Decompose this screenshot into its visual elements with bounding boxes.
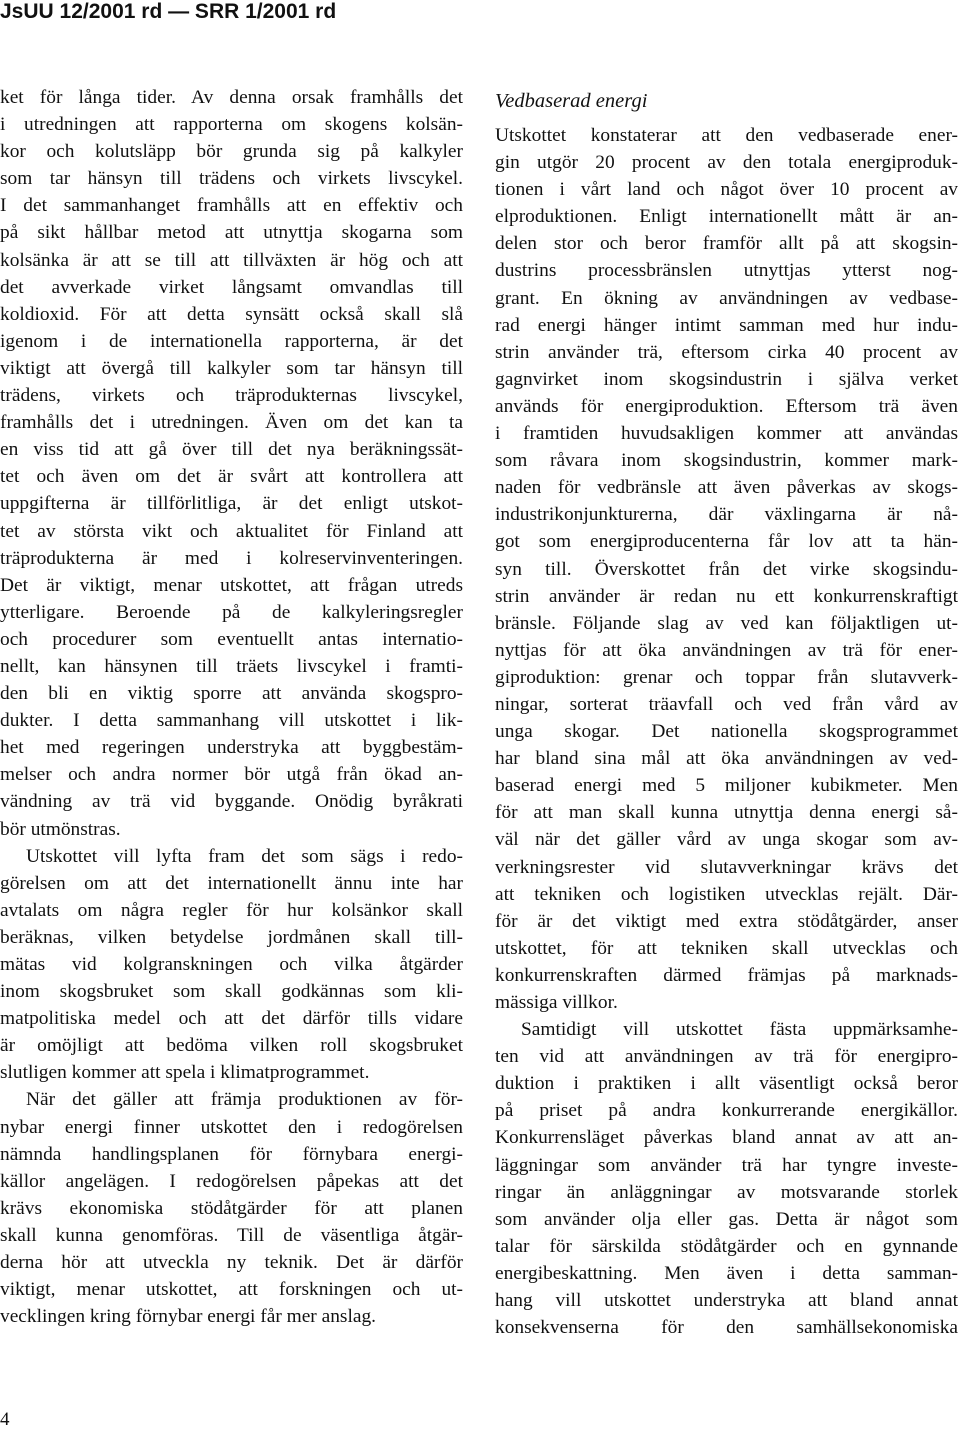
text-line: nyttjas för att öka användningen av trä för ener-	[495, 639, 958, 661]
text-line: slutligen kommer att spela i klimatprogrammet.	[0, 1062, 370, 1084]
text-line: tionen i vårt land och något över 10 procent av	[495, 179, 958, 201]
text-line: energibeskattning. Men även i detta samman-	[495, 1262, 958, 1284]
text-line: på sikt hållbar metod att utnyttja skogarna som	[0, 222, 463, 244]
text-line: att tekniken och logistiken utvecklas rejält. Där-	[495, 883, 958, 905]
text-line: är omöjligt att bedöma vilken roll skogsbruket	[0, 1035, 463, 1057]
text-line: elproduktionen. Enligt internationellt mått är an-	[495, 206, 958, 228]
text-line: görelsen om att det internationellt ännu inte har	[0, 872, 463, 894]
paragraph	[495, 1016, 958, 1341]
text-line: på priset på andra konkurrerande energikällor.	[495, 1100, 958, 1122]
running-head: JsUU 12/2001 rd — SRR 1/2001 rd	[0, 0, 337, 23]
text-line: Det är viktigt, menar utskottet, att frågan utreds	[0, 574, 463, 596]
text-line: läggningar som använder trä har tyngre investe-	[495, 1154, 958, 1176]
text-line: hang vill utskottet understryka att bland annat	[495, 1290, 958, 1312]
text-line: Konkurrensläget påverkas bland annat av att an-	[495, 1127, 958, 1149]
text-line: konkurrenskraften därmed främjas på marknads-	[495, 964, 958, 986]
text-line: tet av största vikt och aktualitet för Finland att	[0, 520, 463, 542]
text-line: kor och kolutsläpp bör grunda sig på kalkyler	[0, 141, 463, 163]
text-line: uppgifterna är tillförlitliga, är det enligt utskot-	[0, 493, 463, 515]
text-line: gagnvirket inom skogsindustrin i själva verket	[495, 368, 958, 390]
text-line: got som energiproducenterna får lov att ta hän-	[495, 531, 958, 553]
text-line: mässiga villkor.	[495, 992, 618, 1013]
text-line: matpolitiska medel och att det därför tills vidare	[0, 1008, 463, 1030]
text-line: som använder olja eller gas. Detta är något som	[495, 1208, 958, 1230]
text-line: som råvara inom skogsindustrin, kommer mark-	[495, 450, 958, 472]
text-line: har bland sina mål att öka användningen av ved-	[495, 748, 958, 770]
text-line: krävs ekonomiska stödåtgärder för att planen	[0, 1197, 463, 1219]
text-line: ytterligare. Beroende på de kalkyleringsregler	[0, 601, 463, 623]
text-line: vecklingen kring förnybar energi får mer anslag.	[0, 1306, 376, 1328]
text-line: som tar hänsyn till trädens och virkets livscykel.	[0, 168, 463, 190]
text-line: viktigt att övergå till kalkyler som tar hänsyn till	[0, 357, 463, 379]
text-line: strin använder är redan nu ett konkurrenskraftigt	[495, 585, 958, 607]
text-line: ket för långa tider. Av denna orsak framhålls det	[0, 87, 463, 108]
text-line: talar för särskilda stödåtgärder och en gynnande	[495, 1235, 958, 1257]
text-line: källor angelägen. I redogörelsen påpekas att det	[0, 1170, 463, 1192]
text-line: grant. En ökning av användningen av vedbase-	[495, 287, 958, 309]
text-line: trädens, virkets och träprodukternas livscykel,	[0, 385, 463, 407]
text-line: den bli en viktig sporre att använda skogspro-	[0, 683, 463, 705]
text-line: melser och andra normer bör utgå från ökad an-	[0, 764, 463, 786]
text-line: verkningsrester vid slutavverkningar krävs det	[495, 856, 958, 878]
text-line: koldioxid. För att detta synsätt också skall slå	[0, 303, 463, 325]
text-line: ningar, sorterat träavfall och ved från vård av	[495, 693, 958, 715]
text-line: het med regeringen understryka att byggbestäm-	[0, 737, 463, 759]
text-line: Utskottet konstaterar att den vedbaserade ener-	[495, 125, 958, 146]
text-line: träprodukterna är med i kolreservinventeringen.	[0, 547, 463, 569]
text-line: nybar energi finner utskottet den i redogörelsen	[0, 1116, 463, 1138]
text-line: duktion i praktiken i allt väsentligt också beror	[495, 1073, 958, 1095]
text-line: Utskottet vill lyfta fram det som sägs i redo-	[26, 845, 463, 867]
text-line: mätas vid kolgranskningen och vilka åtgärder	[0, 954, 463, 975]
text-line: rad energi hänger intimt samman med hur indu-	[495, 314, 958, 336]
text-line: derna hör att utveckla ny teknik. Det är därför	[0, 1252, 463, 1274]
text-line: vändning av trä vid byggande. Onödig byråkrati	[0, 791, 463, 813]
text-line: konsekvenserna för den samhällsekonomiska	[495, 1317, 958, 1339]
text-line: för är det viktigt med extra stödåtgärder, anser	[495, 910, 958, 932]
text-line: skall kunna genomföras. Till de väsentliga åtgär-	[0, 1224, 463, 1246]
text-line: delen stor och beror framför allt på att skogsin-	[495, 233, 958, 255]
text-line: i utredningen att rapporterna om skogens kolsän-	[0, 114, 463, 136]
text-line: När det gäller att främja produktionen av för-	[26, 1089, 463, 1111]
text-line: Samtidigt vill utskottet fästa uppmärksamhe-	[521, 1019, 958, 1041]
left-column	[0, 84, 463, 1330]
page-number: 4	[0, 1409, 10, 1430]
text-line: baserad energi med 5 miljoner kubikmeter. Men	[495, 775, 958, 797]
text-line: gin utgör 20 procent av den totala energiproduk-	[495, 152, 958, 174]
text-line: bör utmönstras.	[0, 818, 121, 840]
paragraph	[495, 122, 958, 1016]
text-line: dukter. I detta sammanhang vill utskottet i lik-	[0, 710, 463, 732]
paragraph	[0, 843, 463, 1087]
text-line: det avverkade virket långsamt omvandlas till	[0, 276, 463, 298]
text-line: nellt, kan hänsynen till träets livscykel i framti-	[0, 655, 463, 677]
right-column	[495, 84, 958, 1341]
text-line: avtalats om några regler för hur kolsänkor skall	[0, 899, 463, 921]
text-line: kolsänka är att se till att tillväxten är hög och att	[0, 249, 463, 271]
text-line: en viss tid att gå över till det nya beräkningssät-	[0, 439, 463, 461]
text-line: I det sammanhanget framhålls att en effektiv och	[0, 195, 463, 217]
text-line: naden för vedbränsle att även påverkas av skogs-	[495, 477, 958, 499]
text-line: för att man skall kunna utnyttja denna energi så-	[495, 802, 958, 824]
text-line: dustrins processbränslen utnyttjas ytterst nog-	[495, 260, 958, 282]
section-heading: Vedbaserad energi	[495, 90, 648, 112]
text-line: giproduktion: grenar och toppar från slutavverk-	[495, 666, 958, 688]
text-line: beräknas, vilken betydelse jordmånen skall till-	[0, 926, 463, 948]
text-line: utskottet, för att tekniken skall utvecklas och	[495, 937, 958, 959]
text-line: tet och även om det är svårt att kontrollera att	[0, 466, 463, 488]
paragraph	[0, 1086, 463, 1330]
text-line: viktigt, menar utskottet, att forskningen och ut-	[0, 1279, 463, 1301]
text-line: strin använder trä, eftersom cirka 40 procent av	[495, 341, 958, 363]
text-line: unga skogar. Det nationella skogsprogrammet	[495, 721, 958, 743]
text-line: inom skogsbruket som skall godkännas som kli-	[0, 981, 463, 1003]
text-line: igenom i de internationella rapporterna, är det	[0, 330, 463, 352]
text-line: väl när det gäller vård av unga skogar som av-	[495, 829, 958, 851]
text-line: i framtiden huvudsakligen kommer att användas	[495, 423, 958, 445]
text-line: bränsle. Följande slag av ved kan följaktligen ut-	[495, 612, 958, 634]
text-line: ringar än anläggningar av motsvarande storlek	[495, 1181, 958, 1203]
text-line: framhålls det i utredningen. Även om det kan ta	[0, 412, 463, 434]
text-line: och procedurer som eventuellt antas internatio-	[0, 628, 463, 650]
paragraph	[0, 84, 463, 843]
text-line: industrikonjunkturerna, där växlingarna är nå-	[495, 504, 958, 526]
text-line: används för energiproduktion. Eftersom trä även	[495, 395, 958, 417]
text-line: syn till. Överskottet från det virke skogsindu-	[495, 558, 958, 580]
text-line: ten vid att användningen av trä för energipro-	[495, 1046, 958, 1068]
text-line: nämnda handlingsplanen för förnybara energi-	[0, 1143, 463, 1165]
